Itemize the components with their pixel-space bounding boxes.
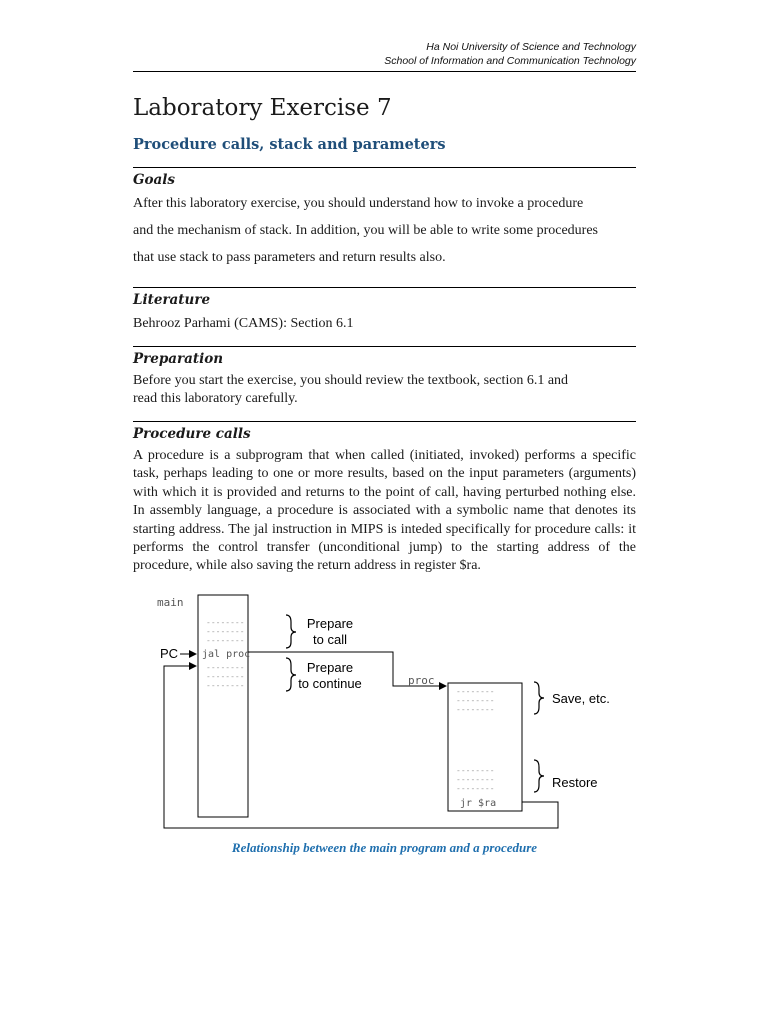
page-title: Laboratory Exercise 7: [133, 95, 392, 121]
goals-line-1: After this laboratory exercise, you should understand how to invoke a procedure: [133, 196, 584, 211]
prepare-call-label-1: Prepare: [306, 616, 354, 631]
prepare-continue-brace: [286, 658, 296, 691]
header-university: Ha Noi University of Science and Technology: [426, 41, 636, 53]
placeholder-line: --------: [206, 681, 245, 690]
save-label: Save, etc.: [552, 691, 610, 706]
restore-label: Restore: [552, 775, 598, 790]
header-rule: [133, 71, 636, 72]
placeholder-line: --------: [206, 627, 245, 636]
literature-text: Behrooz Parhami (CAMS): Section 6.1: [133, 316, 354, 331]
placeholder-line: --------: [456, 696, 495, 705]
page: [133, 40, 636, 576]
save-brace: [534, 682, 544, 714]
prepare-continue-label-2: to continue: [298, 676, 362, 691]
placeholder-line: --------: [456, 766, 495, 775]
preparation-heading: Preparation: [133, 351, 224, 367]
goals-line-3: that use stack to pass parameters and return results also.: [133, 250, 446, 265]
preparation-text: [133, 372, 636, 408]
placeholder-line: --------: [206, 672, 245, 681]
prepare-call-label-2: to call: [313, 632, 347, 647]
running-header: [133, 40, 636, 68]
procedure-calls-text: A procedure is a subprogram that when called (initiated, invoked) performs a specific task, perhaps leading to one or more results, based on the input parameters (arguments) with which it is provided and returns to the point of call, having perturbed nothing else. In assembly language, a procedure is associated with a symbolic name that denotes its starting address. The jal instruction in MIPS is inteded specifically for procedure calls: it performs the control transfer (unconditional jump) to the starting address of the procedure, while also saving the return address in register $ra.: [133, 448, 636, 574]
placeholder-line: --------: [206, 618, 245, 627]
section-rule: [133, 167, 636, 168]
figure-caption: Relationship between the main program and a procedure: [231, 840, 538, 855]
procedure-call-diagram: [150, 590, 630, 840]
placeholder-line: --------: [456, 775, 495, 784]
header-school: School of Information and Communication Technology: [384, 55, 636, 67]
section-rule: [133, 287, 636, 288]
goals-line-2: and the mechanism of stack. In addition, you will be able to write some procedures: [133, 223, 598, 238]
preparation-line-2: read this laboratory carefully.: [133, 391, 298, 406]
page-subtitle: Procedure calls, stack and parameters: [133, 136, 446, 153]
placeholder-line: --------: [206, 663, 245, 672]
section-rule: [133, 346, 636, 347]
goals-heading: Goals: [133, 172, 176, 188]
placeholder-line: --------: [456, 705, 495, 714]
placeholder-line: --------: [456, 784, 495, 793]
placeholder-line: --------: [206, 636, 245, 645]
literature-heading: Literature: [133, 292, 211, 308]
prepare-call-brace: [286, 615, 296, 648]
jr-instruction: jr $ra: [460, 798, 497, 809]
section-rule: [133, 421, 636, 422]
placeholder-line: --------: [456, 687, 495, 696]
pc-label: PC: [160, 646, 179, 661]
prepare-continue-label-1: Prepare: [306, 660, 354, 675]
preparation-line-1: Before you start the exercise, you should review the textbook, section 6.1 and: [133, 373, 569, 388]
restore-brace: [534, 760, 544, 792]
procedure-calls-heading: Procedure calls: [133, 426, 251, 442]
jal-instruction: jal proc: [202, 649, 251, 660]
goals-text: [133, 190, 636, 271]
proc-label: proc: [408, 674, 435, 687]
main-label: main: [157, 596, 184, 609]
